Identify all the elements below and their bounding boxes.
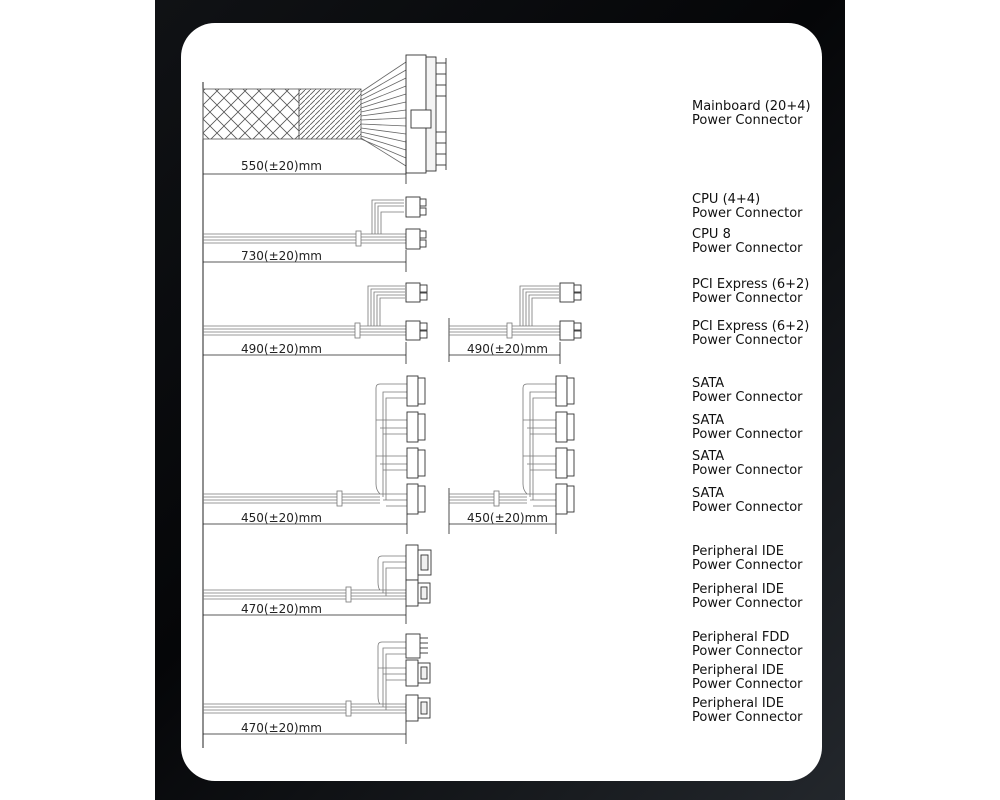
cpu-length: 730(±20)mm (241, 249, 322, 263)
label-sata-4 (692, 487, 803, 514)
connector-name: PCI Express (6+2) (692, 277, 810, 292)
mainboard-length: 550(±20)mm (241, 159, 322, 173)
sata-connectors-2 (556, 376, 574, 514)
label-sata-3 (692, 450, 803, 477)
connector-type: Power Connector (692, 240, 803, 256)
connector-name: SATA (692, 376, 725, 391)
connector-name: Peripheral IDE (692, 544, 784, 559)
cpu-8-connector (406, 229, 426, 249)
mainboard-cable (203, 62, 406, 166)
pcie-cable-1 (203, 286, 406, 338)
connector-name: Peripheral IDE (692, 663, 784, 678)
connector-name: Peripheral IDE (692, 696, 784, 711)
sata-cable-1 (203, 384, 407, 506)
peripheral-length-1: 470(±20)mm (241, 602, 322, 616)
connector-type: Power Connector (692, 499, 803, 515)
mainboard-connector (406, 55, 446, 173)
sata-length-2: 450(±20)mm (467, 511, 548, 525)
ide-connector-2 (406, 580, 430, 606)
connector-name: Peripheral IDE (692, 582, 784, 597)
label-sata-2 (692, 414, 803, 441)
connector-type: Power Connector (692, 557, 803, 573)
connector-type: Power Connector (692, 112, 803, 128)
sata-connectors-1 (407, 376, 425, 514)
label-peripheral-ide-3 (692, 664, 803, 691)
connector-name: Peripheral FDD (692, 630, 790, 645)
connector-name: CPU 8 (692, 227, 731, 242)
cpu-cable (203, 200, 406, 246)
connector-type: Power Connector (692, 426, 803, 442)
peripheral-cable-2 (203, 642, 406, 716)
connector-type: Power Connector (692, 389, 803, 405)
ide-connector-3 (406, 660, 430, 686)
sata-cable-2 (449, 384, 556, 506)
pcie-length-2: 490(±20)mm (467, 342, 548, 356)
pcie-connector-2b (560, 321, 581, 340)
label-mainboard (692, 100, 811, 127)
sata-length-1: 450(±20)mm (241, 511, 322, 525)
pcie-connector-1b (406, 321, 427, 340)
ide-connector-4 (406, 695, 430, 721)
connector-type: Power Connector (692, 676, 803, 692)
connector-type: Power Connector (692, 595, 803, 611)
label-peripheral-ide-2 (692, 583, 803, 610)
connector-type: Power Connector (692, 332, 803, 348)
connector-type: Power Connector (692, 709, 803, 725)
connector-type: Power Connector (692, 643, 803, 659)
connector-type: Power Connector (692, 462, 803, 478)
pcie-connector-1a (406, 283, 427, 302)
connector-name: CPU (4+4) (692, 192, 761, 207)
label-cpu-8 (692, 228, 803, 255)
label-peripheral-fdd (692, 631, 803, 658)
pcie-length-1: 490(±20)mm (241, 342, 322, 356)
connector-type: Power Connector (692, 205, 803, 221)
label-peripheral-ide-1 (692, 545, 803, 572)
label-sata-1 (692, 377, 803, 404)
connector-type: Power Connector (692, 290, 803, 306)
label-pcie-2 (692, 320, 809, 347)
connector-name: PCI Express (6+2) (692, 319, 810, 334)
label-peripheral-ide-4 (692, 697, 803, 724)
ide-connector-1 (406, 545, 431, 580)
label-pcie-1 (692, 278, 809, 305)
pcie-connector-2a (560, 283, 581, 302)
fdd-connector (406, 634, 428, 658)
label-cpu-44 (692, 193, 803, 220)
peripheral-length-2: 470(±20)mm (241, 721, 322, 735)
cpu-44-connector (406, 197, 426, 217)
connector-name: SATA (692, 449, 725, 464)
peripheral-cable-1 (203, 556, 406, 602)
connector-name: Mainboard (20+4) (692, 99, 811, 114)
connector-name: SATA (692, 486, 725, 501)
pcie-cable-2 (449, 286, 560, 338)
connector-name: SATA (692, 413, 725, 428)
